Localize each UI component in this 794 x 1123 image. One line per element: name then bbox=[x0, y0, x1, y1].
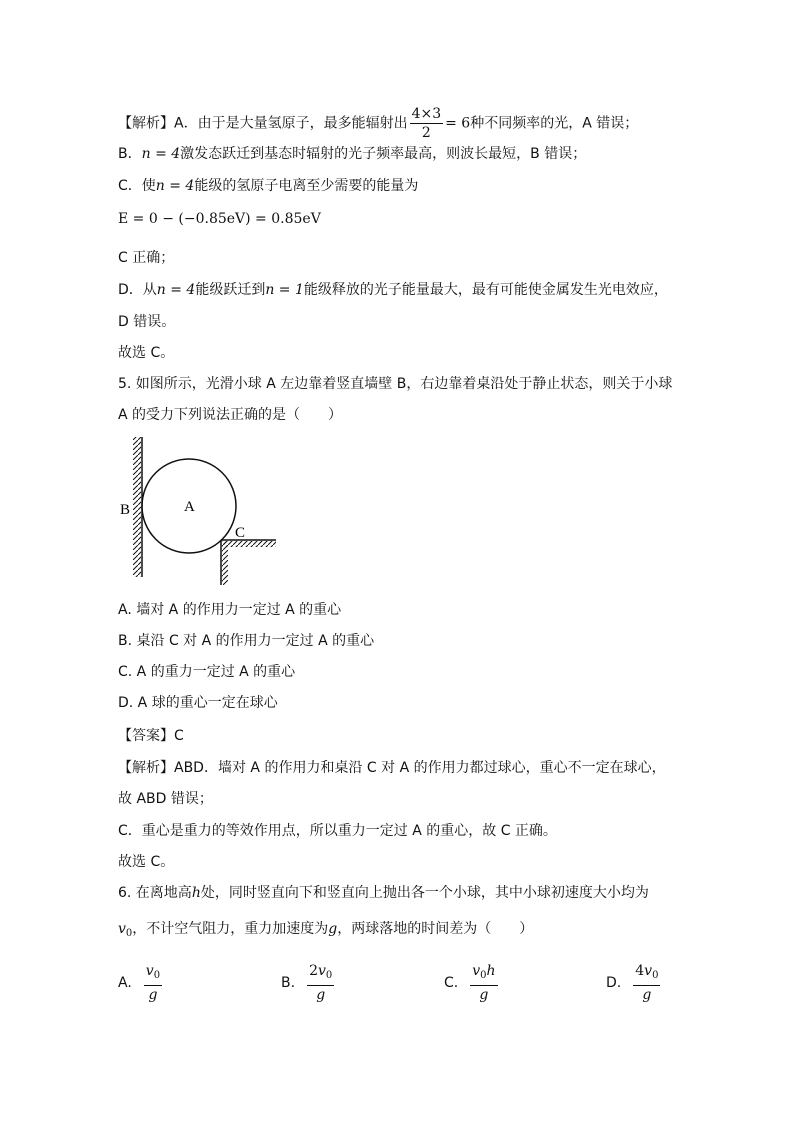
coef: 4 bbox=[635, 963, 645, 979]
q5-analysis-line3: C．重心是重力的等效作用点，所以重力一定过 A 的重心，故 C 正确。 bbox=[118, 823, 557, 839]
d-wrong-line: D 错误。 bbox=[118, 314, 176, 330]
analysis-d-text: 能级释放的光子能量最大，最有可能使金属发生光电效应， bbox=[303, 282, 668, 298]
analysis-c-prefix: C．使 bbox=[118, 178, 156, 194]
analysis-a-line bbox=[118, 105, 638, 142]
fraction-numerator: 4×3 bbox=[411, 106, 442, 122]
n-equals-4: n = 4 bbox=[156, 282, 196, 298]
q6-option-a[interactable] bbox=[118, 962, 164, 1004]
n-equals-4: n = 4 bbox=[155, 178, 195, 194]
var-g: g bbox=[328, 921, 338, 937]
q6-stem-prefix: 6. 在离地高 bbox=[118, 885, 192, 901]
wall-hatch bbox=[133, 437, 141, 577]
var-v-subscript: 0 bbox=[153, 970, 161, 981]
analysis-d-prefix: D．从 bbox=[118, 282, 157, 298]
q5-option-c[interactable]: C. A 的重力一定过 A 的重心 bbox=[118, 664, 296, 680]
q6-stem-tail: ，两球落地的时间差为（ ） bbox=[337, 921, 534, 937]
n-equals-1: n = 1 bbox=[265, 282, 304, 298]
q5-answer: 【答案】C bbox=[118, 728, 184, 744]
var-g: g bbox=[148, 987, 158, 1003]
n-equals-4: n = 4 bbox=[141, 146, 181, 162]
coef: 2 bbox=[309, 963, 318, 979]
option-d-fraction bbox=[633, 962, 660, 1004]
q5-option-b[interactable]: B. 桌沿 C 对 A 的作用力一定过 A 的重心 bbox=[118, 633, 375, 649]
question5-stem-line2: A 的受力下列说法正确的是（ ） bbox=[118, 407, 343, 423]
var-v: v bbox=[472, 963, 481, 979]
var-v-subscript: 0 bbox=[480, 970, 487, 981]
question6-stem-line1 bbox=[118, 884, 649, 902]
q6-stem-mid: ，不计空气阻力，重力加速度为 bbox=[132, 921, 329, 937]
var-g: g bbox=[642, 987, 652, 1003]
fraction-denominator: 2 bbox=[421, 125, 431, 141]
equals-six: = 6 bbox=[445, 115, 471, 132]
analysis-a-tail: 种不同频率的光，A 错误； bbox=[470, 115, 639, 132]
q6-option-d[interactable] bbox=[606, 962, 662, 1004]
q5-option-a[interactable]: A. 墙对 A 的作用力一定过 A 的重心 bbox=[118, 602, 342, 618]
c-correct-line: C 正确； bbox=[118, 250, 175, 266]
analysis-b-prefix: B． bbox=[118, 146, 142, 162]
analysis-d-mid: 能级跃迁到 bbox=[195, 282, 266, 298]
extra: h bbox=[486, 963, 496, 979]
q6-stem-text: 处，同时竖直向下和竖直向上抛出各一个小球，其中小球初速度大小均为 bbox=[200, 885, 649, 901]
var-v: v bbox=[145, 963, 154, 979]
analysis-d-line bbox=[118, 281, 668, 299]
var-g: g bbox=[316, 987, 326, 1003]
label-c: C bbox=[235, 525, 246, 541]
q5-option-d[interactable]: D. A 球的重心一定在球心 bbox=[118, 695, 278, 711]
option-c-fraction bbox=[470, 962, 497, 1004]
var-v: v bbox=[317, 963, 326, 979]
analysis-a-text: 【解析】A．由于是大量氢原子，最多能辐射出 bbox=[118, 115, 408, 132]
q5-analysis-line1: 【解析】ABD．墙对 A 的作用力和桌沿 C 对 A 的作用力都过球心，重心不一定在球心， bbox=[118, 760, 666, 776]
choose-c-line: 故选 C。 bbox=[118, 345, 175, 361]
var-v-subscript: 0 bbox=[325, 970, 333, 981]
question6-stem-line2 bbox=[118, 920, 533, 943]
q5-analysis-line2: 故 ABD 错误； bbox=[118, 791, 213, 807]
table-top-hatch bbox=[222, 541, 276, 547]
option-a-fraction bbox=[144, 962, 162, 1004]
energy-equation: E = 0 − (−0.85eV) = 0.85eV bbox=[118, 211, 321, 227]
label-a: A bbox=[184, 499, 195, 515]
var-v: v bbox=[118, 921, 126, 937]
option-label: D. bbox=[606, 975, 622, 991]
var-h: h bbox=[191, 885, 201, 901]
analysis-c-text: 能级的氢原子电离至少需要的能量为 bbox=[194, 178, 419, 194]
fraction-4x3-over-2 bbox=[410, 105, 444, 142]
var-g: g bbox=[479, 987, 489, 1003]
option-label: B. bbox=[281, 975, 296, 991]
q6-option-c[interactable] bbox=[444, 962, 500, 1004]
var-v: v bbox=[644, 963, 653, 979]
ball-wall-diagram bbox=[118, 435, 288, 585]
option-label: C. bbox=[444, 975, 459, 991]
option-label: A. bbox=[118, 975, 132, 991]
analysis-b-line bbox=[118, 145, 586, 163]
q6-option-b[interactable] bbox=[281, 962, 336, 1004]
analysis-c-line bbox=[118, 177, 418, 195]
label-b: B bbox=[120, 502, 131, 518]
option-b-fraction bbox=[307, 962, 334, 1004]
table-side-hatch bbox=[222, 541, 228, 585]
question5-stem-line1: 5. 如图所示，光滑小球 A 左边靠着竖直墙壁 B，右边靠着桌沿处于静止状态，则关于小球 bbox=[118, 376, 673, 392]
analysis-b-text: 激发态跃迁到基态时辐射的光子频率最高，则波长最短，B 错误； bbox=[180, 146, 587, 162]
var-v-subscript: 0 bbox=[652, 970, 659, 981]
q5-analysis-line4: 故选 C。 bbox=[118, 854, 175, 870]
var-v-subscript: 0 bbox=[125, 928, 133, 939]
